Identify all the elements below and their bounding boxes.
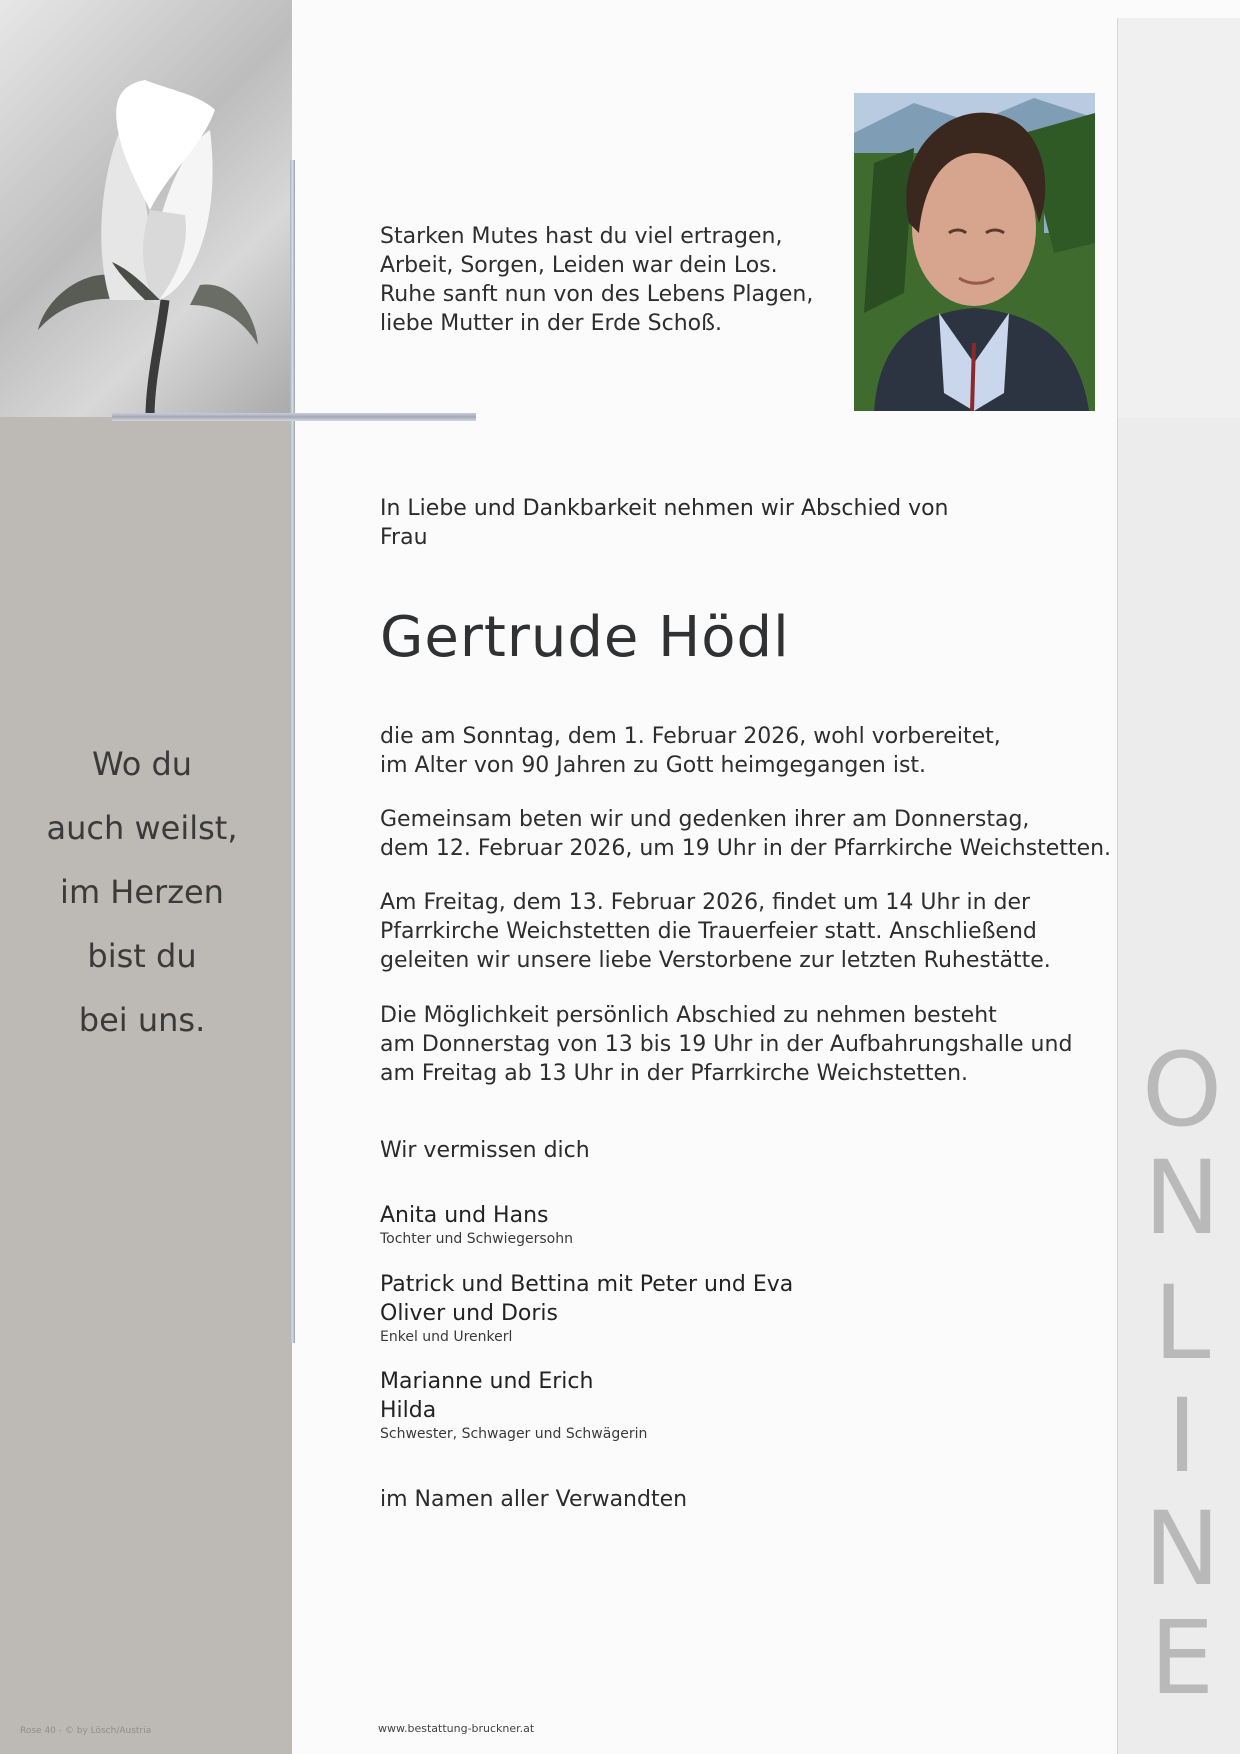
website-link[interactable]: www.bestattung-bruckner.at <box>378 1722 535 1735</box>
paragraph-line: Gemeinsam beten wir und gedenken ihrer am Donnerstag, <box>380 807 1030 832</box>
cross-vertical-beam <box>290 160 295 1343</box>
family-names: Oliver und Doris <box>380 1301 558 1326</box>
paragraph-line: am Donnerstag von 13 bis 19 Uhr in der Aufbahrungshalle und <box>380 1032 1073 1057</box>
online-letter: N <box>1143 1139 1221 1258</box>
poem <box>380 222 813 338</box>
motto-line: Wo du <box>91 745 193 783</box>
paragraph-line: am Freitag ab 13 Uhr in der Pfarrkirche Weichstetten. <box>380 1061 969 1086</box>
family-relation: Tochter und Schwiegersohn <box>380 1231 573 1247</box>
paragraph-funeral <box>380 888 1051 975</box>
intro-line: Frau <box>380 525 428 550</box>
family-group <box>380 1367 647 1443</box>
paragraph-viewing <box>380 1001 1072 1088</box>
online-letter: O <box>1141 1031 1223 1150</box>
paragraph-prayer <box>380 805 1111 863</box>
image-credit: Rose 40 - © by Lösch/Austria <box>20 1726 152 1736</box>
rose-image <box>0 0 292 417</box>
paragraph-line: Am Freitag, dem 13. Februar 2026, findet um 14 Uhr in der <box>380 890 1031 915</box>
paragraph-line: Die Möglichkeit persönlich Abschied zu nehmen besteht <box>380 1003 997 1028</box>
family-names: Anita und Hans <box>380 1203 549 1228</box>
family-names: Hilda <box>380 1398 437 1423</box>
intro-line: In Liebe und Dankbarkeit nehmen wir Abschied von <box>380 496 949 521</box>
portrait-photo <box>854 93 1095 411</box>
motto-line: bei uns. <box>78 1001 206 1039</box>
poem-line: Arbeit, Sorgen, Leiden war dein Los. <box>380 253 778 278</box>
poem-line: liebe Mutter in der Erde Schoß. <box>380 311 722 336</box>
paragraph-line: im Alter von 90 Jahren zu Gott heimgegangen ist. <box>380 753 927 778</box>
online-letter: L <box>1153 1264 1211 1383</box>
family-group <box>380 1270 793 1346</box>
cross-horizontal-beam <box>112 413 476 421</box>
intro-text <box>380 494 949 552</box>
paragraph-line: die am Sonntag, dem 1. Februar 2026, wohl vorbereitet, <box>380 724 1001 749</box>
family-names: Marianne und Erich <box>380 1369 594 1394</box>
paragraph-line: Pfarrkirche Weichstetten die Trauerfeier statt. Anschließend <box>380 919 1037 944</box>
left-gray-column <box>0 417 292 1754</box>
paragraph-line: geleiten wir unsere liebe Verstorbene zur letzten Ruhestätte. <box>380 948 1051 973</box>
paragraph-death <box>380 722 1001 780</box>
family-group <box>380 1201 573 1248</box>
miss-line: Wir vermissen dich <box>380 1138 590 1163</box>
family-names: Patrick und Bettina mit Peter und Eva <box>380 1272 794 1297</box>
paragraph-line: dem 12. Februar 2026, um 19 Uhr in der Pfarrkirche Weichstetten. <box>380 836 1112 861</box>
poem-line: Ruhe sanft nun von des Lebens Plagen, <box>380 282 814 307</box>
family-relation: Enkel und Urenkerl <box>380 1329 513 1345</box>
motto <box>0 732 284 1052</box>
motto-line: im Herzen <box>60 873 224 911</box>
closing-line: im Namen aller Verwandten <box>380 1487 688 1512</box>
motto-line: bist du <box>87 937 197 975</box>
online-letter: N <box>1143 1490 1221 1609</box>
poem-line: Starken Mutes hast du viel ertragen, <box>380 224 783 249</box>
deceased-name: Gertrude Hödl <box>380 605 790 670</box>
online-letter: E <box>1149 1599 1215 1718</box>
motto-line: auch weilst, <box>46 809 238 847</box>
online-letter: I <box>1166 1377 1198 1496</box>
right-strip-top <box>1117 18 1240 418</box>
family-relation: Schwester, Schwager und Schwägerin <box>380 1426 648 1442</box>
